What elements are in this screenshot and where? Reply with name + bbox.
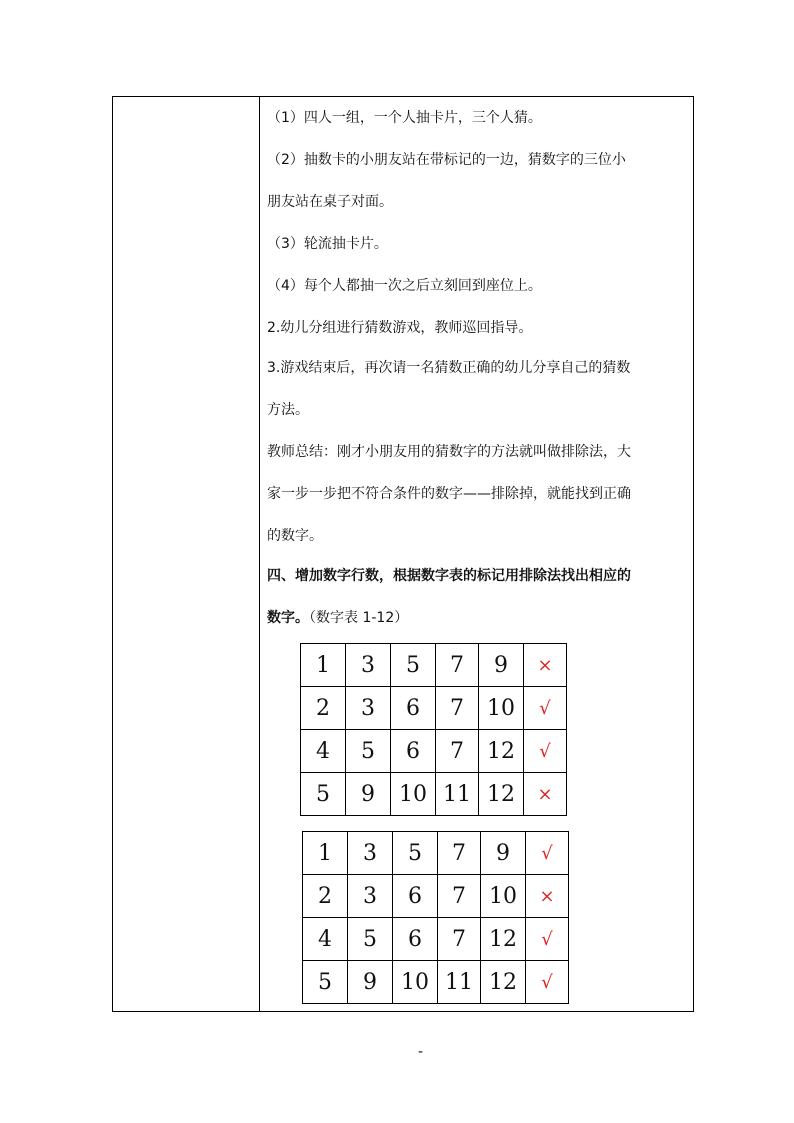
number-cell: 5 [348,918,393,961]
number-cell: 6 [393,875,438,918]
text-line: （4）每个人都抽一次之后立刻回到座位上。 [267,278,542,294]
cross-mark: × [526,875,569,918]
number-cell: 9 [346,773,391,816]
table-row [301,687,567,730]
text-line: 教师总结：刚才小朋友用的猜数字的方法就叫做排除法，大 [267,444,631,460]
cross-mark: × [524,773,567,816]
number-cell: 3 [348,832,393,875]
number-cell: 7 [436,644,479,687]
number-cell: 4 [301,730,346,773]
text-line: （1）四人一组，一个人抽卡片，三个人猜。 [267,110,542,126]
number-cell: 9 [481,832,526,875]
number-cell: 5 [391,644,436,687]
number-cell: 7 [438,918,481,961]
check-mark: √ [526,918,569,961]
table-row [303,961,569,1004]
number-cell: 11 [438,961,481,1004]
cross-mark: × [524,644,567,687]
number-cell: 7 [438,875,481,918]
check-mark: √ [526,961,569,1004]
number-cell: 7 [438,832,481,875]
text-line: （2）抽数卡的小朋友站在带标记的一边，猜数字的三位小 [267,152,626,168]
text-line: 家一步一步把不符合条件的数字——排除掉，就能找到正确 [267,486,631,502]
number-cell: 3 [346,687,391,730]
text-line: 3.游戏结束后，再次请一名猜数正确的幼儿分享自己的猜数 [267,360,631,376]
number-cell: 1 [301,644,346,687]
section-heading: 四、增加数字行数，根据数字表的标记用排除法找出相应的 [267,568,631,584]
section-heading-line2 [267,609,408,627]
page-footer: - [418,1044,424,1060]
number-cell: 6 [393,918,438,961]
text-line: 方法。 [267,402,309,418]
number-table-1 [300,643,567,816]
number-cell: 10 [391,773,436,816]
number-cell: 12 [479,730,524,773]
number-cell: 3 [348,875,393,918]
number-cell: 10 [393,961,438,1004]
number-cell: 5 [303,961,348,1004]
number-cell: 4 [303,918,348,961]
number-cell: 5 [393,832,438,875]
number-cell: 12 [479,773,524,816]
number-cell: 7 [436,730,479,773]
number-cell: 6 [391,730,436,773]
column-divider [259,97,260,1011]
number-cell: 3 [346,644,391,687]
table-row [303,918,569,961]
table-row [301,773,567,816]
number-cell: 10 [479,687,524,730]
number-cell: 5 [301,773,346,816]
heading-normal-text: （数字表 1-12） [309,610,409,626]
number-cell: 12 [481,961,526,1004]
number-cell: 5 [346,730,391,773]
number-cell: 2 [303,875,348,918]
number-cell: 9 [479,644,524,687]
number-cell: 10 [481,875,526,918]
text-line: （3）轮流抽卡片。 [267,236,388,252]
text-line: 2.幼儿分组进行猜数游戏，教师巡回指导。 [267,320,533,336]
number-cell: 2 [301,687,346,730]
table-row [301,730,567,773]
number-cell: 1 [303,832,348,875]
check-mark: √ [524,687,567,730]
table-row [301,644,567,687]
check-mark: √ [526,832,569,875]
number-cell: 12 [481,918,526,961]
text-line: 的数字。 [267,528,323,544]
table-row [303,875,569,918]
check-mark: √ [524,730,567,773]
heading-bold-text: 数字。 [267,610,309,626]
number-table-2 [302,831,569,1004]
table-row [303,832,569,875]
number-cell: 11 [436,773,479,816]
number-cell: 9 [348,961,393,1004]
number-cell: 6 [391,687,436,730]
text-line: 朋友站在桌子对面。 [267,194,393,210]
number-cell: 7 [436,687,479,730]
